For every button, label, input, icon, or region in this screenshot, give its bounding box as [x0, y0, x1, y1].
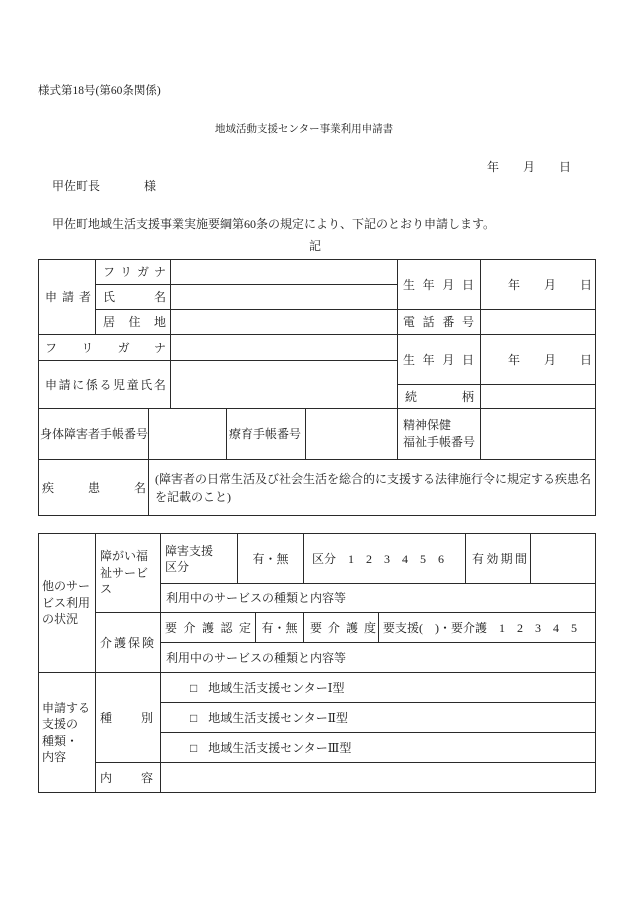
apply-label-line: 内容: [42, 750, 67, 764]
valid-period-label: 有 効 期 間: [472, 551, 527, 566]
other-services-label-cell: [38, 533, 96, 673]
addressee: 甲佐町長: [52, 179, 101, 193]
applicant-label-cell: [38, 259, 96, 335]
birth-value-cell: [480, 259, 596, 310]
birth-value: 年 月 日: [508, 277, 593, 292]
statement: 甲佐町地域生活支援事業実施要綱第60条の規定により、下記のとおり申請します。: [52, 217, 496, 231]
form-title: 地域活動支援センター事業利用申請書: [215, 124, 394, 135]
name-value-cell: [170, 284, 398, 310]
ki-marker: 記: [309, 239, 322, 253]
ryoiku-handbook-label: 療育手帳番号: [229, 427, 302, 441]
child-birth-label-cell: [397, 334, 481, 385]
physical-handbook-label-cell: [38, 408, 149, 460]
disease-label: 疾 患 名: [42, 480, 146, 495]
relation-value-cell: [480, 384, 596, 409]
mental-handbook-value-cell: [480, 408, 596, 460]
care-level-options-cell: [378, 612, 596, 643]
apply-label-line: 種類・: [42, 733, 79, 748]
disease-note-cell: [148, 459, 596, 516]
checkbox-icon: □: [190, 680, 198, 695]
relation-label-cell: [397, 384, 481, 409]
phone-value-cell: [480, 309, 596, 335]
content-value-cell: [160, 762, 596, 793]
welfare-service-label-line: 障がい福: [100, 549, 149, 564]
child-birth-value: 年 月 日: [508, 352, 593, 367]
care-insurance-label: 介 護 保 険: [100, 635, 154, 650]
care-level-label: 要 介 護 度: [310, 620, 376, 635]
care-certification-label: 要 介 護 認 定: [165, 620, 251, 635]
care-usage-cell: [160, 642, 596, 673]
type-option-label: 地域生活支援センターⅡ型: [208, 710, 348, 725]
type-option-label: 地域生活支援センターⅠ型: [208, 680, 345, 695]
phone-label-cell: [397, 309, 481, 335]
support-class-label-line: 障害支援: [165, 543, 214, 558]
other-services-label-line: の状況: [42, 612, 79, 627]
birth-label: 生 年 月 日: [403, 277, 474, 292]
support-class-yes-no: 有・無: [252, 551, 289, 566]
type-option-3: [160, 732, 596, 763]
ryoiku-handbook-label-cell: [226, 408, 306, 460]
physical-handbook-label: 身体障害者手帳番号: [40, 427, 149, 441]
type-label-cell: [95, 672, 161, 763]
address-label-cell: [95, 309, 171, 335]
child-name-value-cell: [170, 360, 398, 409]
support-class-levels-cell: [303, 533, 466, 584]
content-label: 内 容: [100, 770, 153, 785]
other-services-label-line: 他のサー: [42, 579, 91, 594]
support-class-label-cell: [160, 533, 238, 584]
apply-label-line: 申請する: [42, 700, 91, 715]
physical-handbook-value-cell: [148, 408, 227, 460]
ryoiku-handbook-value-cell: [305, 408, 398, 460]
mental-handbook-label-line: 精神保健: [403, 418, 452, 432]
support-class-yes-no-cell: [237, 533, 304, 584]
address-label: 居 住 地: [103, 315, 166, 329]
care-level-label-cell: [303, 612, 379, 643]
address-value-cell: [170, 309, 398, 335]
child-furigana-label-cell: [38, 334, 171, 361]
care-insurance-label-cell: [95, 612, 161, 673]
valid-period-label-cell: [465, 533, 531, 584]
type-option-2: [160, 702, 596, 733]
relation-label: 続 柄: [405, 389, 474, 404]
child-name-label: 申 請 に 係 る 児 童 氏 名: [45, 377, 166, 392]
child-birth-value-cell: [480, 334, 596, 385]
checkbox-icon: □: [190, 710, 198, 725]
child-birth-label: 生 年 月 日: [403, 352, 474, 367]
form-number: 様式第18号(第60条関係): [38, 85, 161, 97]
type-label: 種 別: [100, 710, 153, 725]
care-certification-label-cell: [160, 612, 256, 643]
furigana-label-cell: [95, 259, 171, 285]
child-furigana-label: フ リ ガ ナ: [45, 340, 166, 355]
applicant-label: 申 請 者: [45, 290, 91, 304]
checkbox-icon: □: [190, 740, 198, 755]
welfare-service-label-cell: [95, 533, 161, 613]
care-level-options: 要支援( )・要介護 1 2 3 4 5: [383, 620, 577, 635]
other-services-label-line: ビス利用: [42, 595, 91, 610]
type-option-1: [160, 672, 596, 703]
mental-handbook-label-cell: [397, 408, 481, 460]
valid-period-value-cell: [530, 533, 596, 584]
mental-handbook-label-line: 福祉手帳番号: [403, 435, 476, 449]
support-class-label-line: 区分: [165, 559, 190, 574]
content-label-cell: [95, 762, 161, 793]
child-name-label-cell: [38, 360, 171, 409]
furigana-label: フ リ ガ ナ: [103, 265, 166, 279]
honorific: 様: [144, 179, 157, 193]
type-option-label: 地域生活支援センターⅢ型: [208, 740, 352, 755]
care-certification-yes-no: 有・無: [261, 620, 298, 635]
child-furigana-value-cell: [170, 334, 398, 361]
apply-label-cell: [38, 672, 96, 793]
support-class-levels: 区分 1 2 3 4 5 6: [312, 551, 445, 566]
apply-label-line: 支援の: [42, 717, 79, 731]
application-date: 年 月 日: [487, 160, 572, 174]
name-label: 氏 名: [103, 290, 166, 304]
welfare-usage-cell: [160, 583, 596, 613]
care-certification-yes-no-cell: [255, 612, 304, 643]
disease-label-cell: [38, 459, 149, 516]
welfare-service-label-line: 祉サービ: [100, 565, 149, 580]
disease-note: (障害者の日常生活及び社会生活を総合的に支援する法律施行令に規定する疾患名を記載のこと): [155, 471, 591, 504]
birth-label-cell: [397, 259, 481, 310]
care-usage-label: 利用中のサービスの種類と内容等: [166, 650, 347, 665]
welfare-usage-label: 利用中のサービスの種類と内容等: [166, 591, 347, 605]
name-label-cell: [95, 284, 171, 310]
phone-label: 電 話 番 号: [403, 315, 474, 329]
furigana-value-cell: [170, 259, 398, 285]
welfare-service-label-line: ス: [100, 582, 113, 597]
